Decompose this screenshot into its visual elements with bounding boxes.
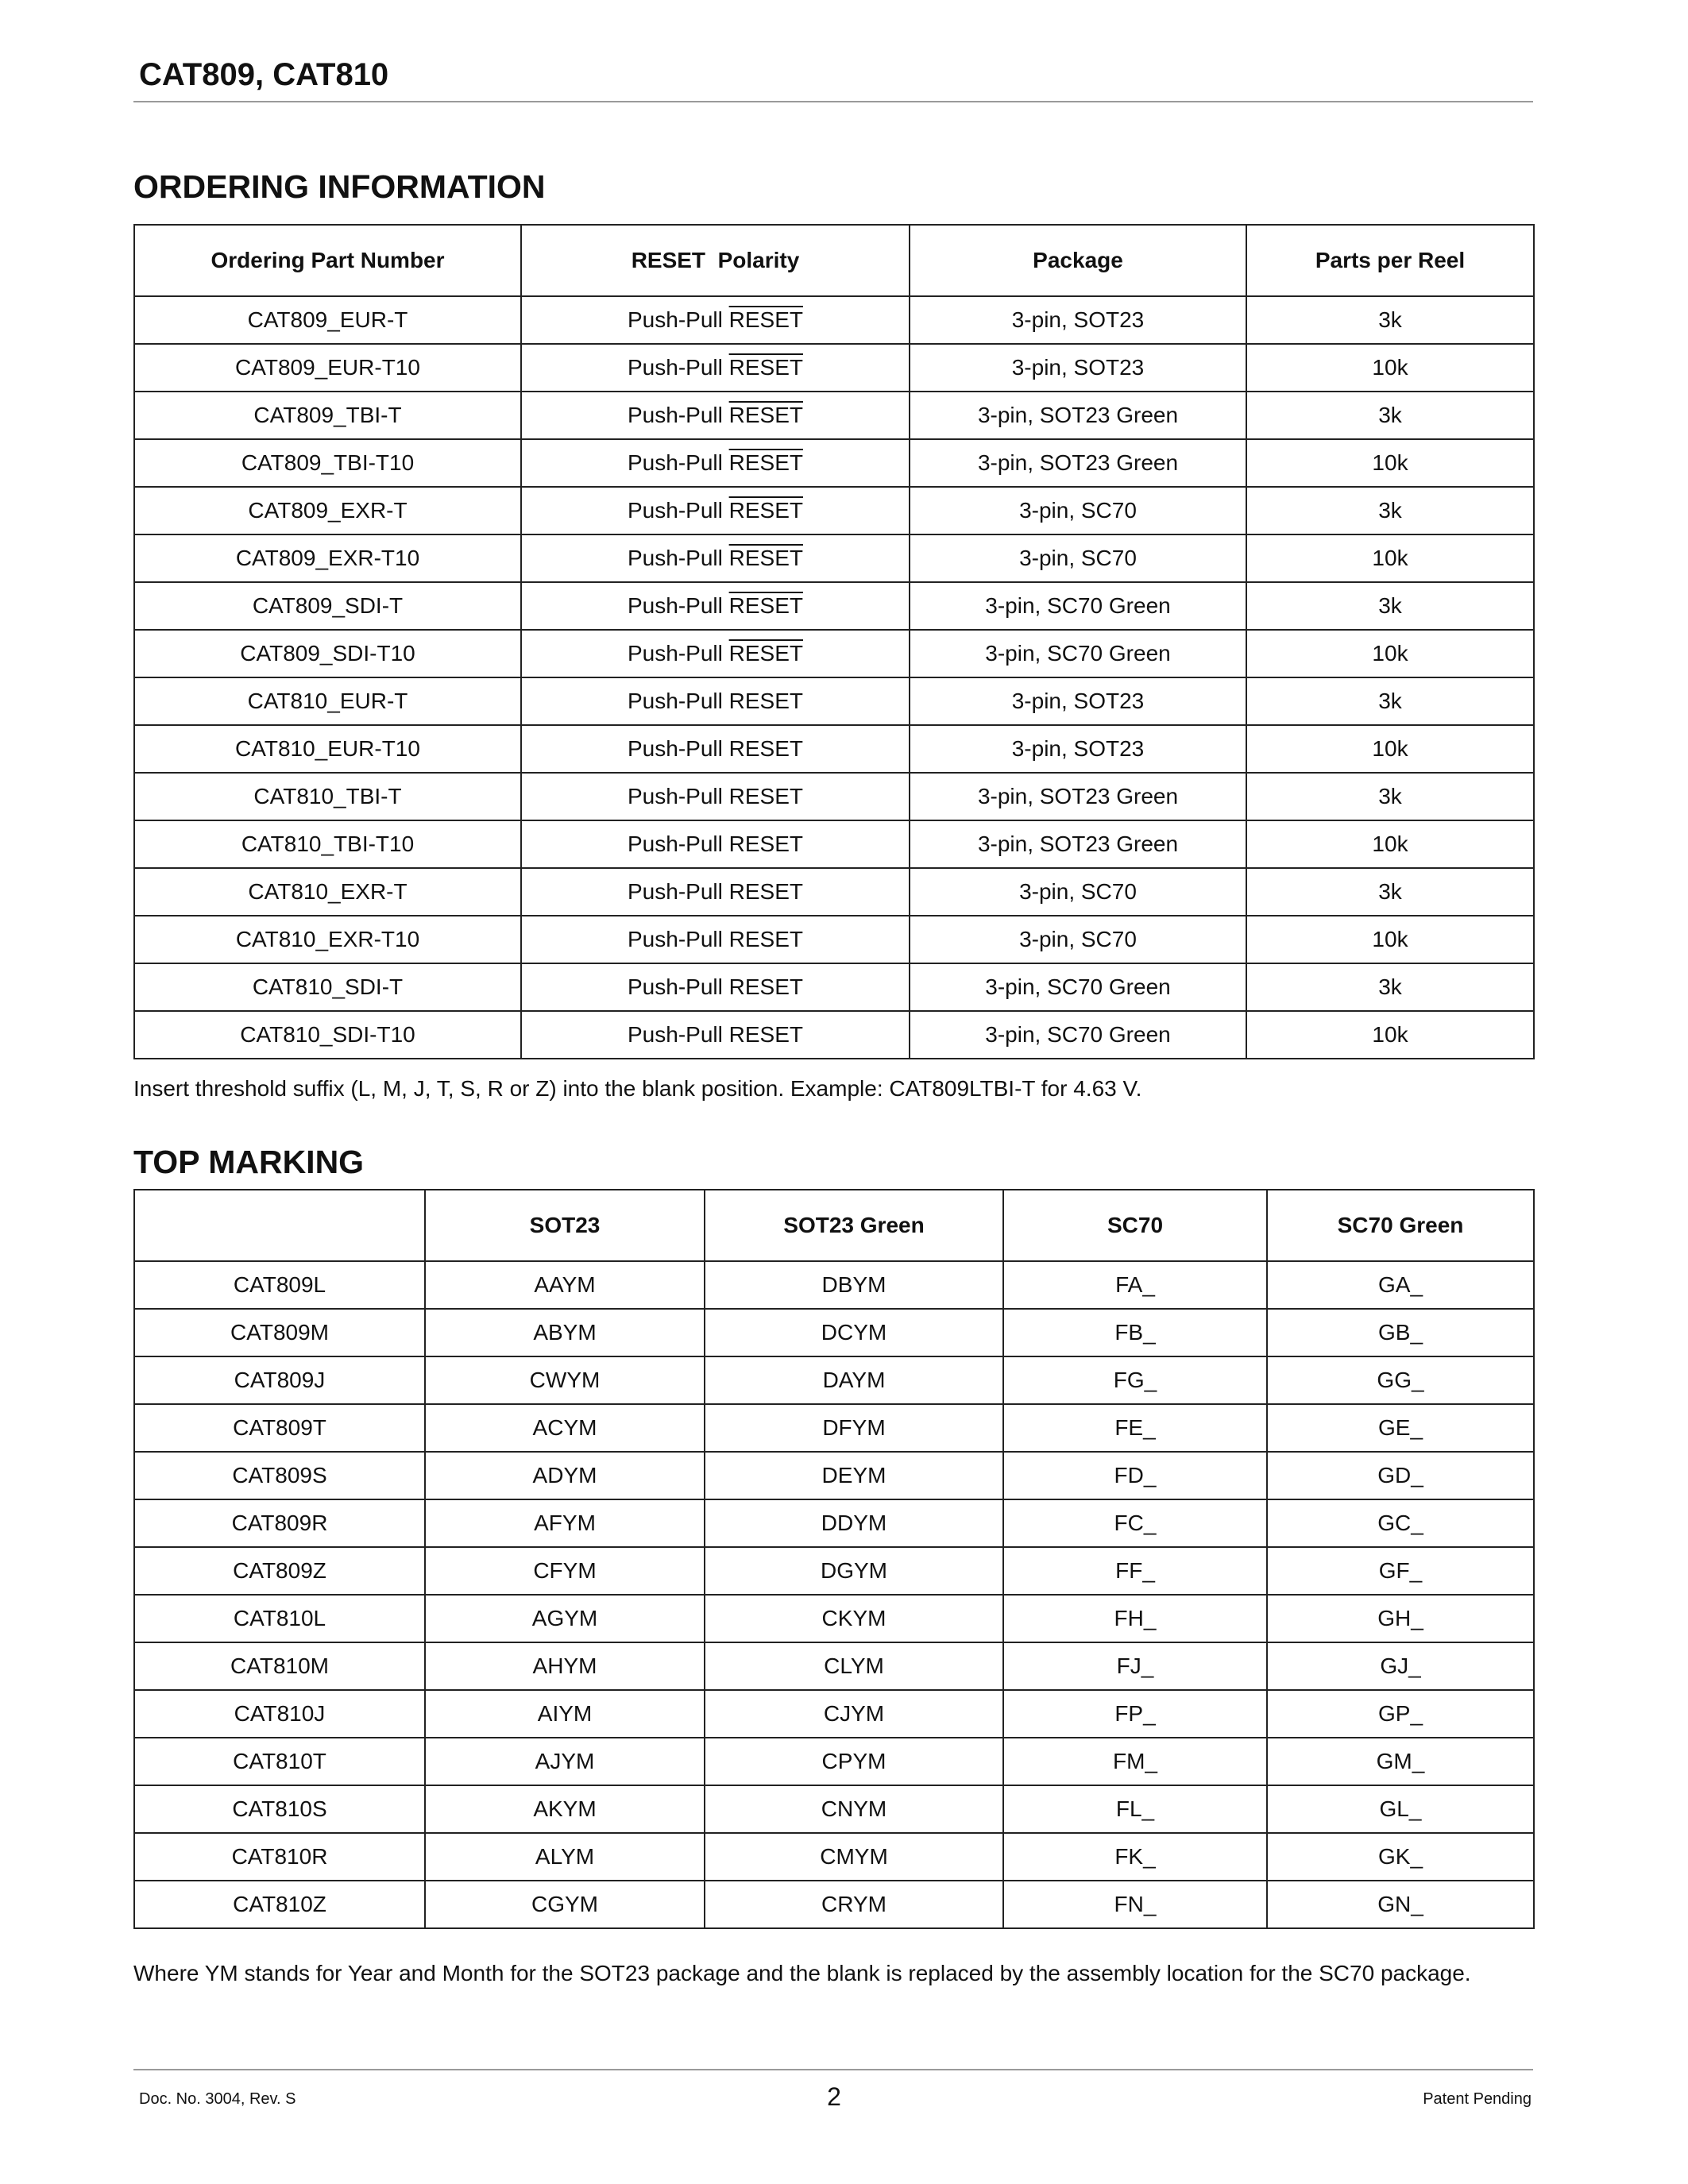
device-cell: CAT809J (134, 1356, 425, 1404)
polarity-cell (521, 534, 910, 582)
polarity-prefix: Push-Pull (628, 450, 723, 475)
part-number-cell: CAT809_EUR-T (134, 296, 521, 344)
part-number-cell: CAT810_SDI-T (134, 963, 521, 1011)
sc70-green-mark-cell: GG_ (1267, 1356, 1534, 1404)
part-number-cell: CAT809_EUR-T10 (134, 344, 521, 392)
sc70-mark-cell: FG_ (1003, 1356, 1267, 1404)
sot23-mark-cell: AGYM (425, 1595, 705, 1642)
device-cell: CAT809L (134, 1261, 425, 1309)
ordering-heading: ORDERING INFORMATION (133, 168, 546, 205)
doc-number: Doc. No. 3004, Rev. S (139, 2090, 296, 2108)
sc70-mark-cell: FP_ (1003, 1690, 1267, 1738)
document-title: CAT809, CAT810 (139, 57, 389, 92)
sc70-green-mark-cell: GH_ (1267, 1595, 1534, 1642)
polarity-prefix: Push-Pull (628, 927, 723, 951)
sc70-green-mark-cell: GM_ (1267, 1738, 1534, 1785)
part-number-cell: CAT810_EUR-T (134, 677, 521, 725)
marking-row (134, 1785, 1534, 1833)
sc70-mark-cell: FE_ (1003, 1404, 1267, 1452)
sc70-mark-cell: FD_ (1003, 1452, 1267, 1499)
sot23-mark-cell: ACYM (425, 1404, 705, 1452)
part-number-cell: CAT810_EXR-T (134, 868, 521, 916)
ordering-row (134, 916, 1534, 963)
package-cell: 3-pin, SOT23 Green (910, 773, 1246, 820)
polarity-prefix: Push-Pull (628, 736, 723, 761)
polarity-prefix: Push-Pull (628, 974, 723, 999)
polarity-cell (521, 677, 910, 725)
sot23-mark-cell: AHYM (425, 1642, 705, 1690)
sc70-green-mark-cell: GN_ (1267, 1881, 1534, 1928)
sot23-mark-cell: ABYM (425, 1309, 705, 1356)
polarity-prefix: Push-Pull (628, 546, 723, 570)
marking-row (134, 1738, 1534, 1785)
polarity-prefix: Push-Pull (628, 498, 723, 523)
package-cell: 3-pin, SC70 (910, 916, 1246, 963)
sc70-mark-cell: FL_ (1003, 1785, 1267, 1833)
polarity-signal: RESET (728, 546, 803, 570)
reel-cell: 10k (1246, 630, 1534, 677)
polarity-cell (521, 725, 910, 773)
column-header-sc70: SC70 (1003, 1190, 1267, 1261)
polarity-signal: RESET (728, 403, 803, 427)
sc70-mark-cell: FC_ (1003, 1499, 1267, 1547)
ordering-row (134, 344, 1534, 392)
polarity-signal: RESET (728, 927, 803, 951)
sot23-mark-cell: AKYM (425, 1785, 705, 1833)
sot23-green-mark-cell: DDYM (705, 1499, 1003, 1547)
polarity-cell (521, 963, 910, 1011)
ordering-row (134, 630, 1534, 677)
marking-row (134, 1690, 1534, 1738)
device-cell: CAT809T (134, 1404, 425, 1452)
sot23-mark-cell: ADYM (425, 1452, 705, 1499)
ordering-row (134, 868, 1534, 916)
polarity-prefix: Push-Pull (628, 307, 723, 332)
ordering-row (134, 392, 1534, 439)
package-cell: 3-pin, SOT23 (910, 725, 1246, 773)
sc70-mark-cell: FH_ (1003, 1595, 1267, 1642)
part-number-cell: CAT810_TBI-T10 (134, 820, 521, 868)
marking-table (133, 1189, 1535, 1929)
column-header-package: Package (910, 225, 1246, 296)
device-cell: CAT810R (134, 1833, 425, 1881)
ordering-row (134, 439, 1534, 487)
polarity-cell (521, 392, 910, 439)
marking-row (134, 1833, 1534, 1881)
sot23-green-mark-cell: CLYM (705, 1642, 1003, 1690)
marking-row (134, 1452, 1534, 1499)
polarity-signal: RESET (728, 307, 803, 332)
marking-header-row (134, 1190, 1534, 1261)
sot23-green-mark-cell: DEYM (705, 1452, 1003, 1499)
package-cell: 3-pin, SOT23 (910, 677, 1246, 725)
polarity-prefix: Push-Pull (628, 832, 723, 856)
sc70-green-mark-cell: GE_ (1267, 1404, 1534, 1452)
package-cell: 3-pin, SOT23 Green (910, 820, 1246, 868)
reel-cell: 10k (1246, 820, 1534, 868)
device-cell: CAT810S (134, 1785, 425, 1833)
part-number-cell: CAT809_TBI-T10 (134, 439, 521, 487)
reel-cell: 3k (1246, 296, 1534, 344)
package-cell: 3-pin, SOT23 (910, 296, 1246, 344)
marking-row (134, 1261, 1534, 1309)
polarity-prefix: Push-Pull (628, 689, 723, 713)
polarity-signal: RESET (728, 1022, 803, 1047)
polarity-cell (521, 439, 910, 487)
package-cell: 3-pin, SC70 (910, 534, 1246, 582)
header-divider (133, 101, 1533, 102)
sot23-mark-cell: CWYM (425, 1356, 705, 1404)
device-cell: CAT809Z (134, 1547, 425, 1595)
ordering-row (134, 534, 1534, 582)
ordering-header-row (134, 225, 1534, 296)
ordering-row (134, 820, 1534, 868)
sot23-mark-cell: AJYM (425, 1738, 705, 1785)
column-header-polarity: RESET Polarity (521, 225, 910, 296)
sot23-green-mark-cell: DFYM (705, 1404, 1003, 1452)
device-cell: CAT809R (134, 1499, 425, 1547)
polarity-prefix: Push-Pull (628, 355, 723, 380)
sot23-green-mark-cell: CMYM (705, 1833, 1003, 1881)
ordering-row (134, 1011, 1534, 1059)
reel-cell: 3k (1246, 392, 1534, 439)
ordering-row (134, 725, 1534, 773)
marking-row (134, 1309, 1534, 1356)
sc70-green-mark-cell: GF_ (1267, 1547, 1534, 1595)
polarity-cell (521, 344, 910, 392)
reel-cell: 3k (1246, 963, 1534, 1011)
part-number-cell: CAT809_TBI-T (134, 392, 521, 439)
sot23-green-mark-cell: CNYM (705, 1785, 1003, 1833)
ordering-row (134, 677, 1534, 725)
marking-row (134, 1881, 1534, 1928)
sc70-green-mark-cell: GL_ (1267, 1785, 1534, 1833)
device-cell: CAT809M (134, 1309, 425, 1356)
page-number: 2 (827, 2082, 841, 2111)
ordering-row (134, 296, 1534, 344)
package-cell: 3-pin, SC70 (910, 487, 1246, 534)
sc70-green-mark-cell: GA_ (1267, 1261, 1534, 1309)
sc70-mark-cell: FM_ (1003, 1738, 1267, 1785)
polarity-prefix: Push-Pull (628, 593, 723, 618)
sc70-green-mark-cell: GP_ (1267, 1690, 1534, 1738)
polarity-signal: RESET (728, 879, 803, 904)
sc70-mark-cell: FF_ (1003, 1547, 1267, 1595)
polarity-cell (521, 582, 910, 630)
sot23-mark-cell: CFYM (425, 1547, 705, 1595)
reel-cell: 3k (1246, 487, 1534, 534)
package-cell: 3-pin, SC70 Green (910, 963, 1246, 1011)
sot23-green-mark-cell: CPYM (705, 1738, 1003, 1785)
package-cell: 3-pin, SC70 (910, 868, 1246, 916)
package-cell: 3-pin, SOT23 Green (910, 392, 1246, 439)
reel-cell: 10k (1246, 1011, 1534, 1059)
sc70-mark-cell: FA_ (1003, 1261, 1267, 1309)
column-header-reel: Parts per Reel (1246, 225, 1534, 296)
marking-row (134, 1404, 1534, 1452)
polarity-signal: RESET (728, 736, 803, 761)
package-cell: 3-pin, SC70 Green (910, 630, 1246, 677)
device-cell: CAT810L (134, 1595, 425, 1642)
sot23-green-mark-cell: DGYM (705, 1547, 1003, 1595)
reel-cell: 3k (1246, 868, 1534, 916)
polarity-cell (521, 868, 910, 916)
ordering-note: Insert threshold suffix (L, M, J, T, S, R or Z) into the blank position. Example: CAT809LTBI-T for 4.63 V. (133, 1076, 1142, 1101)
footer-divider (133, 2069, 1533, 2070)
part-number-cell: CAT810_TBI-T (134, 773, 521, 820)
sot23-mark-cell: AIYM (425, 1690, 705, 1738)
package-cell: 3-pin, SC70 Green (910, 582, 1246, 630)
polarity-signal: RESET (728, 784, 803, 808)
sc70-green-mark-cell: GC_ (1267, 1499, 1534, 1547)
polarity-cell (521, 296, 910, 344)
part-number-cell: CAT810_SDI-T10 (134, 1011, 521, 1059)
sot23-mark-cell: CGYM (425, 1881, 705, 1928)
device-cell: CAT810T (134, 1738, 425, 1785)
polarity-signal: RESET (728, 689, 803, 713)
sc70-mark-cell: FK_ (1003, 1833, 1267, 1881)
device-cell: CAT809S (134, 1452, 425, 1499)
patent-note: Patent Pending (1423, 2090, 1532, 2108)
sot23-green-mark-cell: CKYM (705, 1595, 1003, 1642)
reel-cell: 10k (1246, 916, 1534, 963)
part-number-cell: CAT810_EUR-T10 (134, 725, 521, 773)
marking-row (134, 1547, 1534, 1595)
package-cell: 3-pin, SOT23 Green (910, 439, 1246, 487)
marking-row (134, 1595, 1534, 1642)
polarity-cell (521, 630, 910, 677)
polarity-signal: RESET (728, 450, 803, 475)
polarity-cell (521, 916, 910, 963)
reel-cell: 3k (1246, 773, 1534, 820)
part-number-cell: CAT809_EXR-T10 (134, 534, 521, 582)
part-number-cell: CAT809_EXR-T (134, 487, 521, 534)
device-cell: CAT810M (134, 1642, 425, 1690)
ordering-table (133, 224, 1535, 1059)
sot23-green-mark-cell: CJYM (705, 1690, 1003, 1738)
polarity-signal: RESET (728, 641, 803, 666)
part-number-cell: CAT810_EXR-T10 (134, 916, 521, 963)
sot23-mark-cell: ALYM (425, 1833, 705, 1881)
polarity-cell (521, 1011, 910, 1059)
sc70-mark-cell: FB_ (1003, 1309, 1267, 1356)
reel-cell: 10k (1246, 725, 1534, 773)
ordering-row (134, 582, 1534, 630)
sc70-green-mark-cell: GD_ (1267, 1452, 1534, 1499)
sc70-green-mark-cell: GJ_ (1267, 1642, 1534, 1690)
polarity-cell (521, 487, 910, 534)
marking-row (134, 1499, 1534, 1547)
part-number-cell: CAT809_SDI-T (134, 582, 521, 630)
column-header-sc70-green: SC70 Green (1267, 1190, 1534, 1261)
polarity-prefix: Push-Pull (628, 1022, 723, 1047)
reel-cell: 10k (1246, 439, 1534, 487)
sot23-mark-cell: AFYM (425, 1499, 705, 1547)
polarity-prefix: Push-Pull (628, 784, 723, 808)
device-cell: CAT810J (134, 1690, 425, 1738)
package-cell: 3-pin, SOT23 (910, 344, 1246, 392)
column-header-sot23-green: SOT23 Green (705, 1190, 1003, 1261)
ordering-row (134, 963, 1534, 1011)
polarity-signal: RESET (728, 974, 803, 999)
marking-note: Where YM stands for Year and Month for the SOT23 package and the blank is replaced by the assembly location for the SC70 package. (133, 1961, 1471, 1985)
polarity-prefix: Push-Pull (628, 641, 723, 666)
device-cell: CAT810Z (134, 1881, 425, 1928)
column-header-device (134, 1190, 425, 1261)
sot23-green-mark-cell: DCYM (705, 1309, 1003, 1356)
column-header-sot23: SOT23 (425, 1190, 705, 1261)
sc70-mark-cell: FN_ (1003, 1881, 1267, 1928)
sot23-green-mark-cell: DAYM (705, 1356, 1003, 1404)
marking-heading: TOP MARKING (133, 1144, 365, 1180)
polarity-cell (521, 773, 910, 820)
reel-cell: 3k (1246, 582, 1534, 630)
polarity-signal: RESET (728, 832, 803, 856)
sc70-mark-cell: FJ_ (1003, 1642, 1267, 1690)
polarity-signal: RESET (728, 593, 803, 618)
reel-cell: 10k (1246, 344, 1534, 392)
polarity-prefix: Push-Pull (628, 403, 723, 427)
sc70-green-mark-cell: GB_ (1267, 1309, 1534, 1356)
reel-cell: 10k (1246, 534, 1534, 582)
polarity-signal: RESET (728, 355, 803, 380)
package-cell: 3-pin, SC70 Green (910, 1011, 1246, 1059)
polarity-prefix: Push-Pull (628, 879, 723, 904)
polarity-signal: RESET (728, 498, 803, 523)
part-number-cell: CAT809_SDI-T10 (134, 630, 521, 677)
sc70-green-mark-cell: GK_ (1267, 1833, 1534, 1881)
column-header-part-number: Ordering Part Number (134, 225, 521, 296)
polarity-cell (521, 820, 910, 868)
marking-row (134, 1356, 1534, 1404)
sot23-green-mark-cell: DBYM (705, 1261, 1003, 1309)
ordering-row (134, 487, 1534, 534)
ordering-row (134, 773, 1534, 820)
sot23-green-mark-cell: CRYM (705, 1881, 1003, 1928)
marking-row (134, 1642, 1534, 1690)
sot23-mark-cell: AAYM (425, 1261, 705, 1309)
reel-cell: 3k (1246, 677, 1534, 725)
